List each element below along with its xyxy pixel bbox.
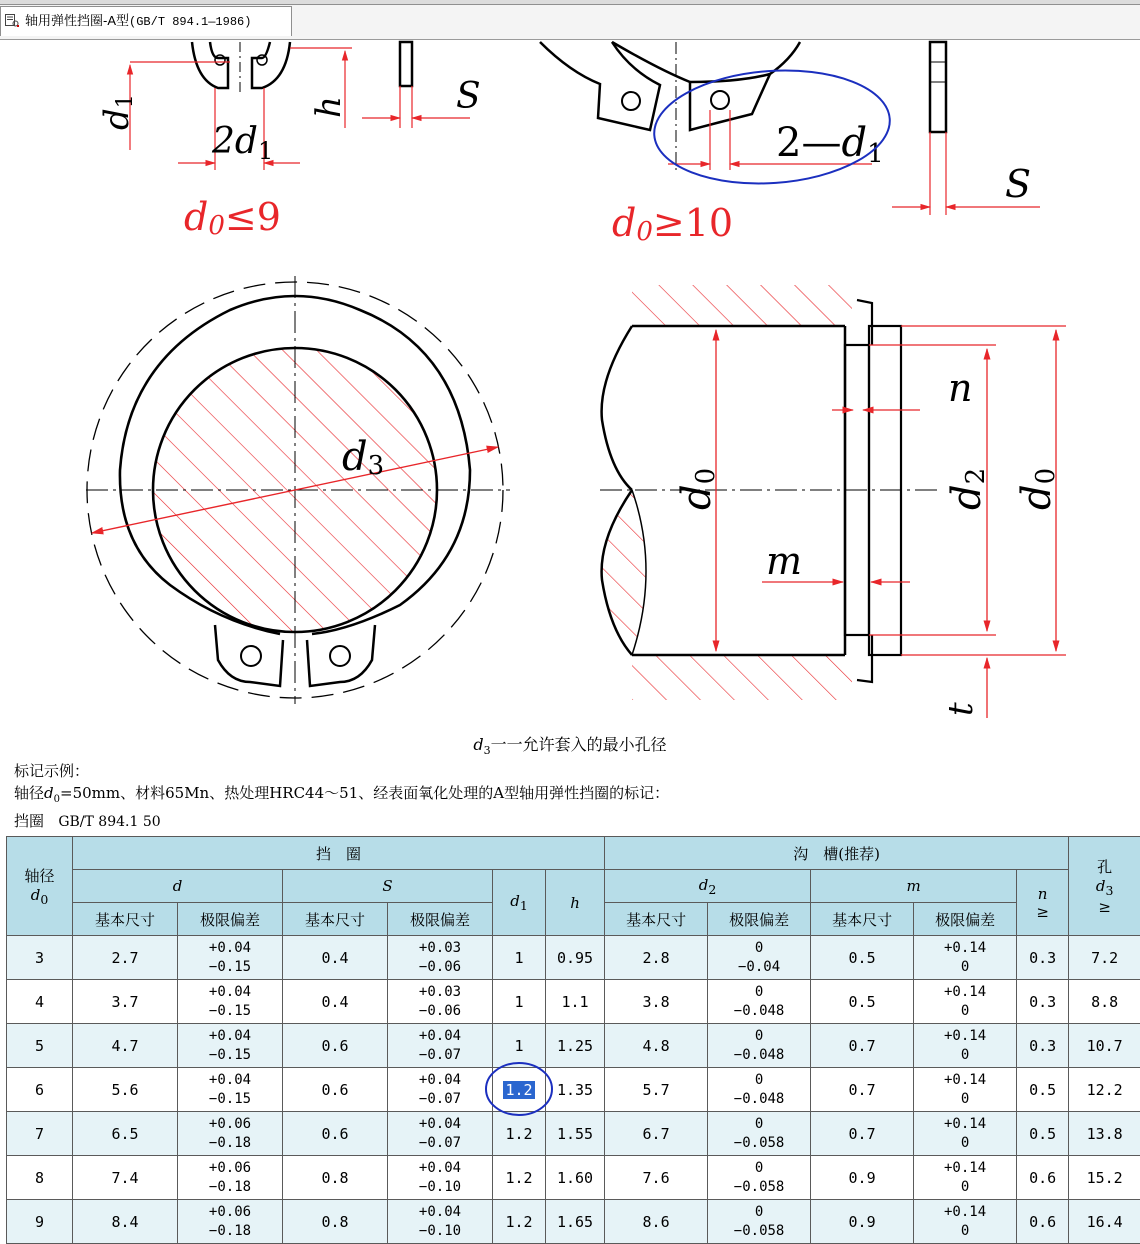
col-m-tolerance: 极限偏差 bbox=[914, 903, 1017, 936]
label-2-d1: 2—d1 bbox=[776, 120, 884, 169]
cell-d-basic: 8.4 bbox=[73, 1200, 178, 1244]
tolerance-value: +0.04 bbox=[178, 1027, 282, 1046]
cell-d2-tolerance bbox=[708, 980, 811, 1024]
small-ring-dimensions bbox=[130, 48, 470, 170]
cell-d0: 4 bbox=[7, 980, 73, 1024]
tolerance-value: −0.18 bbox=[178, 1178, 282, 1197]
tolerance-value: +0.06 bbox=[178, 1115, 282, 1134]
cell-d2-tolerance bbox=[708, 1200, 811, 1244]
cell-m-tolerance bbox=[914, 1024, 1017, 1068]
group-groove: 沟 槽(推荐) bbox=[605, 837, 1069, 870]
cell-s-basic: 0.6 bbox=[283, 1024, 388, 1068]
cell-m-tolerance bbox=[914, 1200, 1017, 1244]
cell-d-basic: 6.5 bbox=[73, 1112, 178, 1156]
tolerance-value: −0.15 bbox=[178, 958, 282, 977]
condition-small: d0≤9 bbox=[184, 195, 281, 241]
cell-d-basic: 4.7 bbox=[73, 1024, 178, 1068]
tolerance-value: −0.07 bbox=[388, 1134, 492, 1153]
cell-s-tolerance bbox=[388, 1156, 493, 1200]
ring-front-view bbox=[86, 276, 510, 704]
tolerance-value: +0.04 bbox=[178, 939, 282, 958]
cell-n: 0.5 bbox=[1017, 1112, 1069, 1156]
cell-d3: 10.7 bbox=[1069, 1024, 1140, 1068]
col-m-basic: 基本尺寸 bbox=[811, 903, 914, 936]
col-n: n ≥ bbox=[1017, 870, 1069, 936]
cell-d2-basic: 3.8 bbox=[605, 980, 708, 1024]
col-hole-d3: 孔 $d_3$ ≥ bbox=[1069, 837, 1140, 936]
marking-heading: 标记示例： bbox=[14, 760, 89, 781]
tolerance-value: 0 bbox=[914, 1090, 1016, 1109]
label-2d1: 2d1 bbox=[211, 121, 273, 165]
cell-n: 0.3 bbox=[1017, 980, 1069, 1024]
cell-d-basic: 5.6 bbox=[73, 1068, 178, 1112]
window-frame-edge bbox=[0, 0, 1140, 5]
cell-s-tolerance bbox=[388, 1068, 493, 1112]
tolerance-value: 0 bbox=[708, 939, 810, 958]
large-ring-labels bbox=[612, 120, 1031, 247]
tolerance-value: −0.06 bbox=[388, 1002, 492, 1021]
cell-d0: 7 bbox=[7, 1112, 73, 1156]
tolerance-value: +0.04 bbox=[388, 1115, 492, 1134]
tab-standard: (GB/T 894.1—1986) bbox=[129, 15, 251, 29]
cell-d3: 8.8 bbox=[1069, 980, 1140, 1024]
cell-d1[interactable] bbox=[493, 1068, 546, 1112]
tolerance-value: −0.048 bbox=[708, 1090, 810, 1109]
cell-n: 0.6 bbox=[1017, 1200, 1069, 1244]
tolerance-value: +0.04 bbox=[388, 1071, 492, 1090]
label-h: h bbox=[309, 96, 349, 118]
tolerance-value: 0 bbox=[914, 1222, 1016, 1241]
retaining-ring-spec-table bbox=[6, 836, 1140, 1244]
cell-h: 1.55 bbox=[546, 1112, 605, 1156]
cell-d-tolerance bbox=[178, 980, 283, 1024]
cell-d3: 12.2 bbox=[1069, 1068, 1140, 1112]
cell-s-tolerance bbox=[388, 1200, 493, 1244]
col-h: h bbox=[546, 870, 605, 936]
cell-d0: 9 bbox=[7, 1200, 73, 1244]
cell-d-tolerance bbox=[178, 1068, 283, 1112]
cell-d0: 6 bbox=[7, 1068, 73, 1112]
col-m: m bbox=[811, 870, 1017, 903]
tolerance-value: −0.048 bbox=[708, 1002, 810, 1021]
col-s: S bbox=[283, 870, 493, 903]
label-d0-right: d0 bbox=[1014, 468, 1061, 510]
cell-d1: 1.2 bbox=[493, 1156, 546, 1200]
cell-d-basic: 7.4 bbox=[73, 1156, 178, 1200]
tolerance-value: +0.03 bbox=[388, 983, 492, 1002]
group-ring: 挡 圈 bbox=[73, 837, 605, 870]
tolerance-value: −0.07 bbox=[388, 1046, 492, 1065]
cell-d2-basic: 5.7 bbox=[605, 1068, 708, 1112]
tolerance-value: 0 bbox=[914, 1134, 1016, 1153]
tolerance-value: 0 bbox=[914, 1046, 1016, 1065]
tolerance-value: +0.04 bbox=[388, 1159, 492, 1178]
tolerance-value: +0.14 bbox=[914, 939, 1016, 958]
cell-d2-tolerance bbox=[708, 1068, 811, 1112]
cell-n: 0.3 bbox=[1017, 1024, 1069, 1068]
cell-d-tolerance bbox=[178, 1024, 283, 1068]
cell-d-tolerance bbox=[178, 1156, 283, 1200]
col-d-tolerance: 极限偏差 bbox=[178, 903, 283, 936]
small-ring-labels bbox=[97, 76, 481, 241]
table-row bbox=[7, 1156, 1140, 1200]
tolerance-value: −0.058 bbox=[708, 1222, 810, 1241]
cell-s-tolerance bbox=[388, 1112, 493, 1156]
cell-d1: 1.2 bbox=[493, 1200, 546, 1244]
tolerance-value: 0 bbox=[914, 958, 1016, 977]
tolerance-value: 0 bbox=[708, 1159, 810, 1178]
label-s-left: S bbox=[456, 76, 481, 117]
cell-d1: 1.2 bbox=[493, 1112, 546, 1156]
retaining-ring-drawing bbox=[0, 40, 1140, 730]
cell-s-basic: 0.6 bbox=[283, 1068, 388, 1112]
tolerance-value: 0 bbox=[708, 1203, 810, 1222]
cell-d2-basic: 4.8 bbox=[605, 1024, 708, 1068]
cell-d1: 1 bbox=[493, 1024, 546, 1068]
tolerance-value: 0 bbox=[708, 1071, 810, 1090]
col-d: d bbox=[73, 870, 283, 903]
table-row bbox=[7, 1112, 1140, 1156]
tolerance-value: −0.06 bbox=[388, 958, 492, 977]
cell-d-tolerance bbox=[178, 1200, 283, 1244]
cell-d1: 1 bbox=[493, 980, 546, 1024]
tolerance-value: −0.048 bbox=[708, 1046, 810, 1065]
tolerance-value: −0.058 bbox=[708, 1178, 810, 1197]
label-d1: d1 bbox=[97, 94, 138, 130]
cell-h: 1.65 bbox=[546, 1200, 605, 1244]
cell-m-basic: 0.5 bbox=[811, 980, 914, 1024]
label-m: m bbox=[766, 539, 802, 583]
document-viewer-icon bbox=[5, 14, 19, 27]
cell-m-tolerance bbox=[914, 1156, 1017, 1200]
cell-n: 0.5 bbox=[1017, 1068, 1069, 1112]
cell-d2-tolerance bbox=[708, 1156, 811, 1200]
cell-d2-basic: 6.7 bbox=[605, 1112, 708, 1156]
document-tab[interactable] bbox=[0, 6, 292, 36]
cell-n: 0.6 bbox=[1017, 1156, 1069, 1200]
tolerance-value: +0.14 bbox=[914, 1115, 1016, 1134]
col-s-basic: 基本尺寸 bbox=[283, 903, 388, 936]
label-n: n bbox=[948, 366, 972, 410]
cell-n: 0.3 bbox=[1017, 936, 1069, 980]
tab-title: 轴用弹性挡圈-A型 bbox=[25, 13, 129, 28]
col-d-basic: 基本尺寸 bbox=[73, 903, 178, 936]
cell-s-basic: 0.8 bbox=[283, 1156, 388, 1200]
cell-d0: 5 bbox=[7, 1024, 73, 1068]
condition-large: d0≥10 bbox=[612, 201, 733, 247]
tolerance-value: −0.15 bbox=[178, 1090, 282, 1109]
tolerance-value: +0.14 bbox=[914, 983, 1016, 1002]
groove-section-view bbox=[600, 285, 1066, 718]
cell-d3: 16.4 bbox=[1069, 1200, 1140, 1244]
cell-d2-basic: 2.8 bbox=[605, 936, 708, 980]
tolerance-value: −0.04 bbox=[708, 958, 810, 977]
tolerance-value: +0.04 bbox=[388, 1027, 492, 1046]
cell-s-basic: 0.8 bbox=[283, 1200, 388, 1244]
cell-h: 1.25 bbox=[546, 1024, 605, 1068]
label-d0-left: d0 bbox=[674, 468, 721, 510]
cell-s-tolerance bbox=[388, 980, 493, 1024]
cell-m-tolerance bbox=[914, 936, 1017, 980]
cell-d3: 13.8 bbox=[1069, 1112, 1140, 1156]
marking-description: 轴径$d_0=50mm$、材料65Mn、热处理HRC44～51、经表面氧化处理的A型轴用弹性挡圈的标记： bbox=[14, 782, 669, 805]
cell-d0: 8 bbox=[7, 1156, 73, 1200]
label-s-right: S bbox=[1005, 162, 1031, 206]
cell-d3: 15.2 bbox=[1069, 1156, 1140, 1200]
cell-d-tolerance bbox=[178, 936, 283, 980]
cell-m-tolerance bbox=[914, 980, 1017, 1024]
cell-d-basic: 3.7 bbox=[73, 980, 178, 1024]
cell-s-tolerance bbox=[388, 1024, 493, 1068]
tolerance-value: −0.07 bbox=[388, 1090, 492, 1109]
table-row bbox=[7, 936, 1140, 980]
cell-m-basic: 0.9 bbox=[811, 1200, 914, 1244]
cell-s-basic: 0.6 bbox=[283, 1112, 388, 1156]
col-shaft-diameter: 轴径 $d_0$ bbox=[7, 837, 73, 936]
cell-d3: 7.2 bbox=[1069, 936, 1140, 980]
tolerance-value: −0.15 bbox=[178, 1002, 282, 1021]
document-tab-bar bbox=[0, 0, 1140, 40]
tolerance-value: 0 bbox=[914, 1178, 1016, 1197]
tolerance-value: +0.03 bbox=[388, 939, 492, 958]
cell-h: 1.35 bbox=[546, 1068, 605, 1112]
cell-d0: 3 bbox=[7, 936, 73, 980]
cell-m-basic: 0.5 bbox=[811, 936, 914, 980]
tolerance-value: +0.14 bbox=[914, 1159, 1016, 1178]
table-row bbox=[7, 1068, 1140, 1112]
col-d2: $d_2$ bbox=[605, 870, 811, 903]
selected-value[interactable]: 1.2 bbox=[503, 1081, 534, 1099]
tolerance-value: −0.18 bbox=[178, 1222, 282, 1241]
tolerance-value: +0.14 bbox=[914, 1027, 1016, 1046]
cell-d2-tolerance bbox=[708, 1112, 811, 1156]
cell-d2-tolerance bbox=[708, 1024, 811, 1068]
cell-d1: 1 bbox=[493, 936, 546, 980]
tolerance-value: 0 bbox=[708, 1115, 810, 1134]
spec-table-body bbox=[7, 936, 1140, 1244]
cell-m-basic: 0.7 bbox=[811, 1112, 914, 1156]
tolerance-value: −0.18 bbox=[178, 1134, 282, 1153]
tolerance-value: −0.10 bbox=[388, 1222, 492, 1241]
tolerance-value: +0.04 bbox=[178, 983, 282, 1002]
cell-d-basic: 2.7 bbox=[73, 936, 178, 980]
table-row bbox=[7, 1024, 1140, 1068]
label-d3: d3 bbox=[342, 434, 384, 481]
tolerance-value: 0 bbox=[914, 1002, 1016, 1021]
tolerance-value: +0.04 bbox=[388, 1203, 492, 1222]
col-d2-tolerance: 极限偏差 bbox=[708, 903, 811, 936]
cell-s-basic: 0.4 bbox=[283, 936, 388, 980]
tolerance-value: +0.06 bbox=[178, 1159, 282, 1178]
cell-d2-basic: 8.6 bbox=[605, 1200, 708, 1244]
cell-m-tolerance bbox=[914, 1112, 1017, 1156]
cell-m-basic: 0.7 bbox=[811, 1068, 914, 1112]
tolerance-value: +0.04 bbox=[178, 1071, 282, 1090]
table-row bbox=[7, 980, 1140, 1024]
tolerance-value: +0.14 bbox=[914, 1071, 1016, 1090]
col-s-tolerance: 极限偏差 bbox=[388, 903, 493, 936]
cell-h: 1.1 bbox=[546, 980, 605, 1024]
tolerance-value: 0 bbox=[708, 983, 810, 1002]
tolerance-value: 0 bbox=[708, 1027, 810, 1046]
label-d2: d2 bbox=[944, 468, 991, 510]
cell-d2-tolerance bbox=[708, 936, 811, 980]
cell-h: 1.60 bbox=[546, 1156, 605, 1200]
figure-caption: $d_3$一一允许套入的最小孔径 bbox=[0, 732, 1140, 757]
tolerance-value: −0.15 bbox=[178, 1046, 282, 1065]
cell-h: 0.95 bbox=[546, 936, 605, 980]
cell-s-basic: 0.4 bbox=[283, 980, 388, 1024]
cell-m-basic: 0.7 bbox=[811, 1024, 914, 1068]
cell-m-basic: 0.9 bbox=[811, 1156, 914, 1200]
tolerance-value: −0.10 bbox=[388, 1178, 492, 1197]
cell-d-tolerance bbox=[178, 1112, 283, 1156]
tolerance-value: +0.06 bbox=[178, 1203, 282, 1222]
cell-s-tolerance bbox=[388, 936, 493, 980]
col-d2-basic: 基本尺寸 bbox=[605, 903, 708, 936]
small-ring-detail bbox=[192, 42, 412, 96]
label-t: t bbox=[941, 702, 981, 716]
marking-example: 挡圈 GB/T 894.1 50 bbox=[14, 810, 161, 831]
col-d1: $d_1$ bbox=[493, 870, 546, 936]
tolerance-value: −0.058 bbox=[708, 1134, 810, 1153]
tolerance-value: +0.14 bbox=[914, 1203, 1016, 1222]
cell-m-tolerance bbox=[914, 1068, 1017, 1112]
table-row bbox=[7, 1200, 1140, 1244]
cell-d2-basic: 7.6 bbox=[605, 1156, 708, 1200]
